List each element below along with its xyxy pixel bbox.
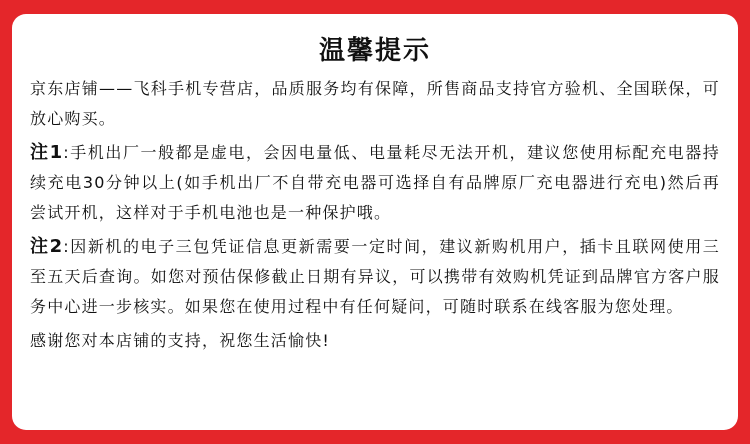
- notice-card: [12, 14, 738, 430]
- closing-paragraph: 感谢您对本店铺的支持，祝您生活愉快!: [30, 331, 331, 350]
- notice-title: 温馨提示: [318, 36, 431, 66]
- note-1-paragraph: [30, 138, 720, 228]
- note-1-text: :手机出厂一般都是虚电，会因电量低、电量耗尽无法开机，建议您使用标配充电器持续充电30分钟以上(如手机出厂不自带充电器可选择自有品牌原厂充电器进行充电)然后再尝试开机，这样对于手机电池也是一种保护哦。: [30, 143, 720, 222]
- intro-paragraph: 京东店铺——飞科手机专营店，品质服务均有保障，所售商品支持官方验机、全国联保，可放心购买。: [30, 79, 720, 128]
- note-1-label: 注1: [30, 142, 64, 163]
- note-2-text: :因新机的电子三包凭证信息更新需要一定时间，建议新购机用户，插卡且联网使用三至五天后查询。如您对预估保修截止日期有异议，可以携带有效购机凭证到品牌官方客户服务中心进一步核实。如果您在使用过程中有任何疑问，可随时联系在线客服为您处理。: [30, 237, 720, 316]
- note-2-paragraph: [30, 232, 720, 322]
- note-2-label: 注2: [30, 236, 64, 257]
